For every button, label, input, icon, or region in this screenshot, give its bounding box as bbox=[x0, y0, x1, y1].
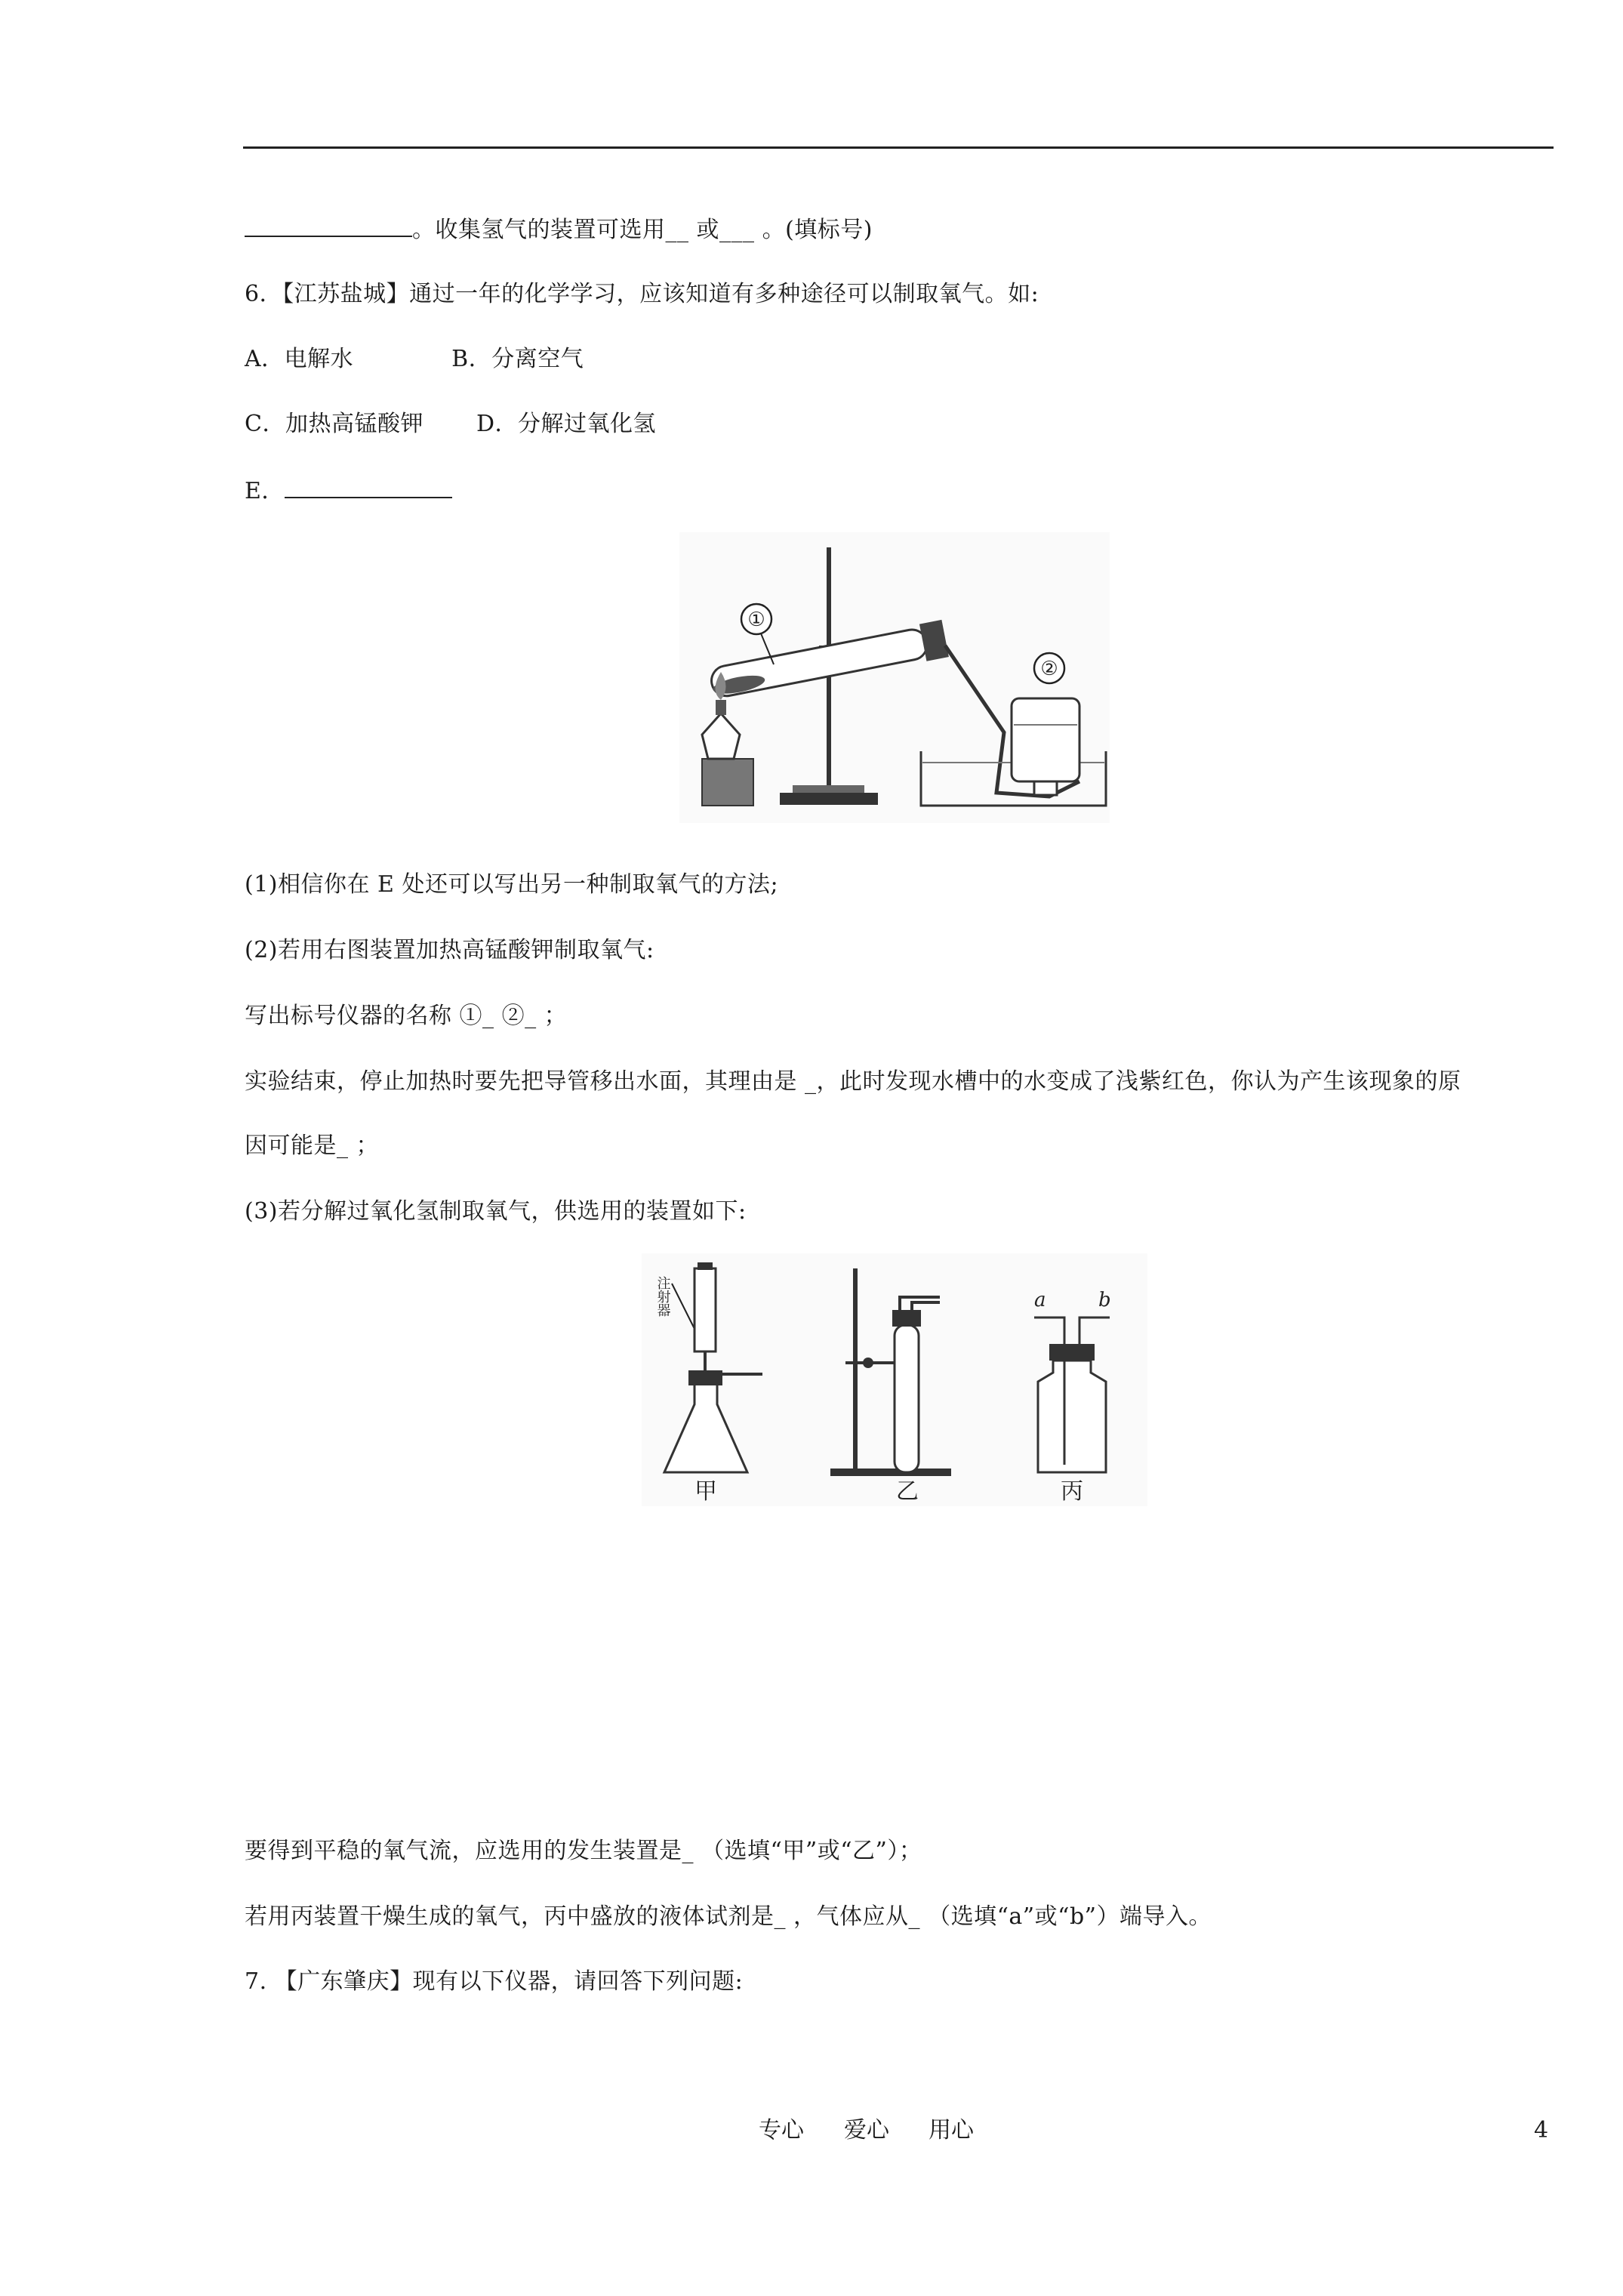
label-b: b bbox=[1098, 1289, 1111, 1311]
answer-blank bbox=[245, 213, 412, 237]
question-5-tail bbox=[245, 213, 873, 245]
page-number: 4 bbox=[1534, 2117, 1549, 2143]
options-cd bbox=[245, 409, 656, 439]
sub-question-3: (3)若分解过氧化氢制取氧气，供选用的装置如下: bbox=[245, 1198, 747, 1225]
label-yi: 乙 bbox=[896, 1478, 919, 1505]
option-b: B．分离空气 bbox=[451, 346, 584, 372]
footer-motto-3: 用心 bbox=[929, 2117, 974, 2143]
label-a: a bbox=[1034, 1289, 1046, 1311]
question-6-stem: 6．【江苏盐城】通过一年的化学学习，应该知道有多种途径可以制取氧气。如: bbox=[245, 281, 1039, 307]
option-a: A．电解水 bbox=[245, 346, 354, 372]
answer-blank bbox=[285, 474, 452, 498]
wood-block bbox=[702, 759, 753, 806]
sub-question-2: (2)若用右图装置加热高锰酸钾制取氧气: bbox=[245, 937, 654, 963]
header-rule bbox=[243, 146, 1554, 149]
label-1: ① bbox=[747, 609, 765, 631]
oxygen-heating-apparatus-figure bbox=[679, 532, 1110, 823]
label-bing: 丙 bbox=[1061, 1478, 1083, 1505]
sub-question-3b: 若用丙装置干燥生成的氧气，丙中盛放的液体试剂是_ ，气体应从_ （选填“a”或“b”）端导入。 bbox=[245, 1903, 1212, 1930]
option-d: D．分解过氧化氢 bbox=[476, 411, 657, 437]
option-e bbox=[245, 474, 452, 507]
sub-question-2c: 因可能是_ ； bbox=[245, 1133, 380, 1159]
label-2: ② bbox=[1040, 658, 1058, 680]
option-c: C．加热高锰酸钾 bbox=[245, 411, 423, 437]
label-jia: 甲 bbox=[694, 1478, 717, 1505]
sub-question-2a: 写出标号仪器的名称 ①_ ②_ ； bbox=[245, 1003, 568, 1029]
sub-question-3a: 要得到平稳的氧气流，应选用的发生装置是_ （选填“甲”或“乙”）； bbox=[245, 1838, 922, 1864]
footer-motto-1: 专心 bbox=[759, 2117, 804, 2143]
gas-collecting-bottle bbox=[1012, 698, 1079, 781]
text: 。收集氢气的装置可选用__ 或___ 。(填标号) bbox=[412, 217, 873, 243]
sub-question-1: (1)相信你在 E 处还可以写出另一种制取氧气的方法; bbox=[245, 871, 779, 898]
iron-stand-base bbox=[780, 793, 878, 805]
gas-apparatus-figure bbox=[642, 1253, 1147, 1506]
question-7-stem: 7. 【广东肇庆】现有以下仪器，请回答下列问题: bbox=[245, 1968, 744, 1995]
options-ab bbox=[245, 344, 584, 374]
syringe-label: 注射器 bbox=[654, 1276, 671, 1317]
sub-question-2b: 实验结束，停止加热时要先把导管移出水面，其理由是 _，此时发现水槽中的水变成了浅紫红色，你认为产生该现象的原 bbox=[245, 1068, 1461, 1095]
option-e-label: E． bbox=[245, 478, 285, 504]
footer-motto-2: 爱心 bbox=[844, 2117, 889, 2143]
